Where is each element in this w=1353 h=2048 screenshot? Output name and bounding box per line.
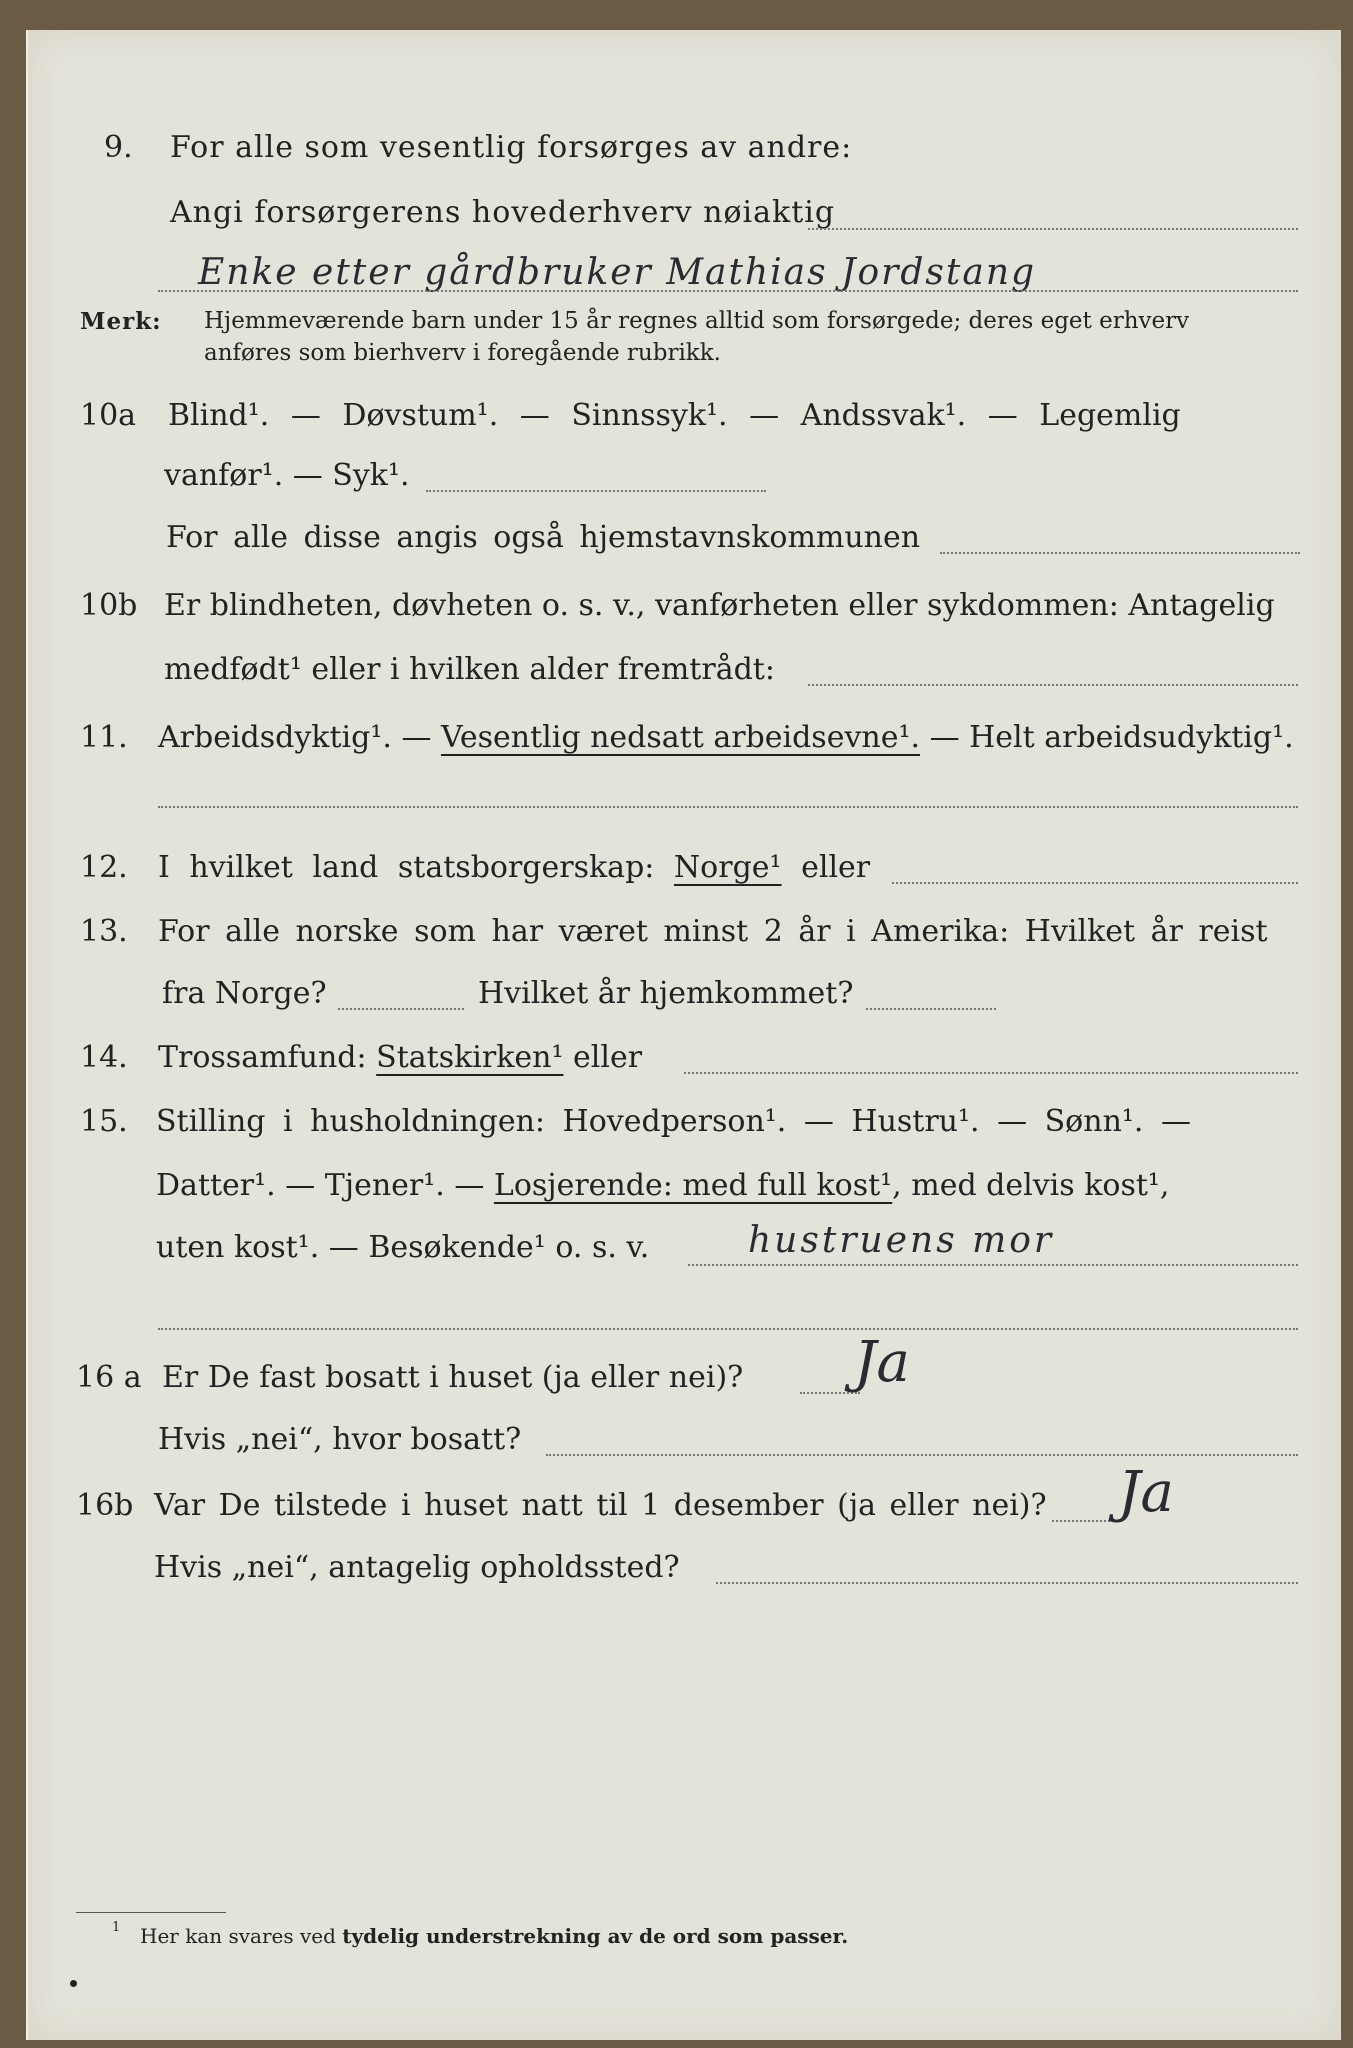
footnote-text-bold: tydelig understrekning av de ord som passer. [342,1924,849,1948]
q13-hjemkommet-fill-line [866,1006,996,1010]
q13-line1: For alle norske som har været minst 2 år i Amerika: Hvilket år reist [158,914,1268,949]
q15-line2 [156,1168,1169,1203]
q10a-line1: Blind¹. — Døvstum¹. — Sinnssyk¹. — Andssvak¹. — Legemlig [168,398,1181,433]
footnote-rule [76,1910,226,1913]
q11-text [158,720,1294,755]
q14-fill-line [684,1070,1298,1074]
q14-text [158,1040,642,1075]
q16a-bosatt-fill-line [546,1452,1298,1456]
q14-number: 14. [80,1040,128,1075]
census-form-page [26,30,1341,2040]
q10a-number: 10a [80,398,137,433]
q16a-handwritten-answer: Ja [854,1330,910,1395]
footnote-text-normal: Her kan svares ved [140,1924,343,1948]
q14-underlined: Statskirken¹ [376,1040,564,1075]
q13-line2b: Hvilket år hjemkommet? [478,976,854,1011]
q11-number: 11. [80,720,128,755]
q16a-number: 16 a [76,1360,142,1395]
q14-part3: eller [563,1040,643,1075]
q16b-fill-line [1052,1518,1122,1522]
page-dot [70,1980,77,1987]
q16b-handwritten-answer: Ja [1118,1460,1174,1525]
q16a-line1: Er De fast bosatt i huset (ja eller nei)? [162,1360,744,1395]
q16a-fill-line [800,1390,860,1394]
q9-number: 9. [104,130,133,165]
q11-fill-line [158,804,1298,808]
q16b-number: 16b [76,1488,134,1523]
footnote-text [140,1924,848,1948]
q15-underlined: Losjerende: med full kost¹ [493,1168,893,1203]
q12-underlined: Norge¹ [673,850,782,885]
q9-handwritten-answer: Enke etter gårdbruker Mathias Jordstang [198,252,1037,293]
q15-extra-line [158,1326,1298,1330]
q12-fill-line [892,880,1298,884]
q15-handwritten-answer: hustruens mor [748,1220,1055,1261]
q16b-opholdssted-fill-line [716,1580,1298,1584]
q12-number: 12. [80,850,128,885]
q16a-line2: Hvis „nei“, hvor bosatt? [158,1422,522,1457]
q16b-line1: Var De tilstede i huset natt til 1 desember (ja eller nei)? [154,1488,1047,1523]
q9-line1: For alle som vesentlig forsørges av andre: [170,130,853,165]
q10b-line1: Er blindheten, døvheten o. s. v., vanførheten eller sykdommen: Antagelig [164,588,1275,623]
q14-part1: Trossamfund: [158,1040,377,1075]
q11-part3: — Helt arbeidsudyktig¹. [920,720,1294,755]
q10a-fill-line [940,550,1300,554]
footnote-marker: 1 [112,1920,121,1935]
q15-line2c: , med delvis kost¹, [892,1168,1170,1203]
q12-part1: I hvilket land statsborgerskap: [158,850,674,885]
q15-number: 15. [80,1104,128,1139]
q10b-line2: medfødt¹ eller i hvilken alder fremtrådt: [164,652,775,687]
q10a-syk-fill-line [426,488,766,492]
q10a-line3: For alle disse angis også hjemstavnskommunen [166,520,921,555]
q11-part1: Arbeidsdyktig¹. — [158,720,441,755]
q12-text [158,850,870,885]
q9-fill-line [808,226,1298,230]
q10b-number: 10b [80,588,138,623]
q12-part3: eller [781,850,871,885]
q15-line3: uten kost¹. — Besøkende¹ o. s. v. [156,1230,650,1265]
q13-number: 13. [80,914,128,949]
q9-answer-line [158,288,1298,292]
q13-reist-fill-line [338,1006,464,1010]
merk-line2: anføres som bierhverv i foregående rubrikk. [204,340,721,366]
merk-label: Merk: [80,308,162,335]
q10b-fill-line [808,682,1298,686]
q10a-line2: vanfør¹. — Syk¹. [164,458,410,493]
merk-line1: Hjemmeværende barn under 15 år regnes alltid som forsørgede; deres eget erhverv [204,308,1190,334]
q13-line2a: fra Norge? [162,976,327,1011]
q15-line1: Stilling i husholdningen: Hovedperson¹. — Hustru¹. — Sønn¹. — [156,1104,1191,1139]
q11-underlined: Vesentlig nedsatt arbeidsevne¹. [440,720,921,755]
q9-line2: Angi forsørgerens hovederhverv nøiaktig [170,195,836,230]
q15-line2a: Datter¹. — Tjener¹. — [156,1168,494,1203]
q16b-line2: Hvis „nei“, antagelig opholdssted? [154,1550,680,1585]
q15-fill-line [688,1262,1298,1266]
